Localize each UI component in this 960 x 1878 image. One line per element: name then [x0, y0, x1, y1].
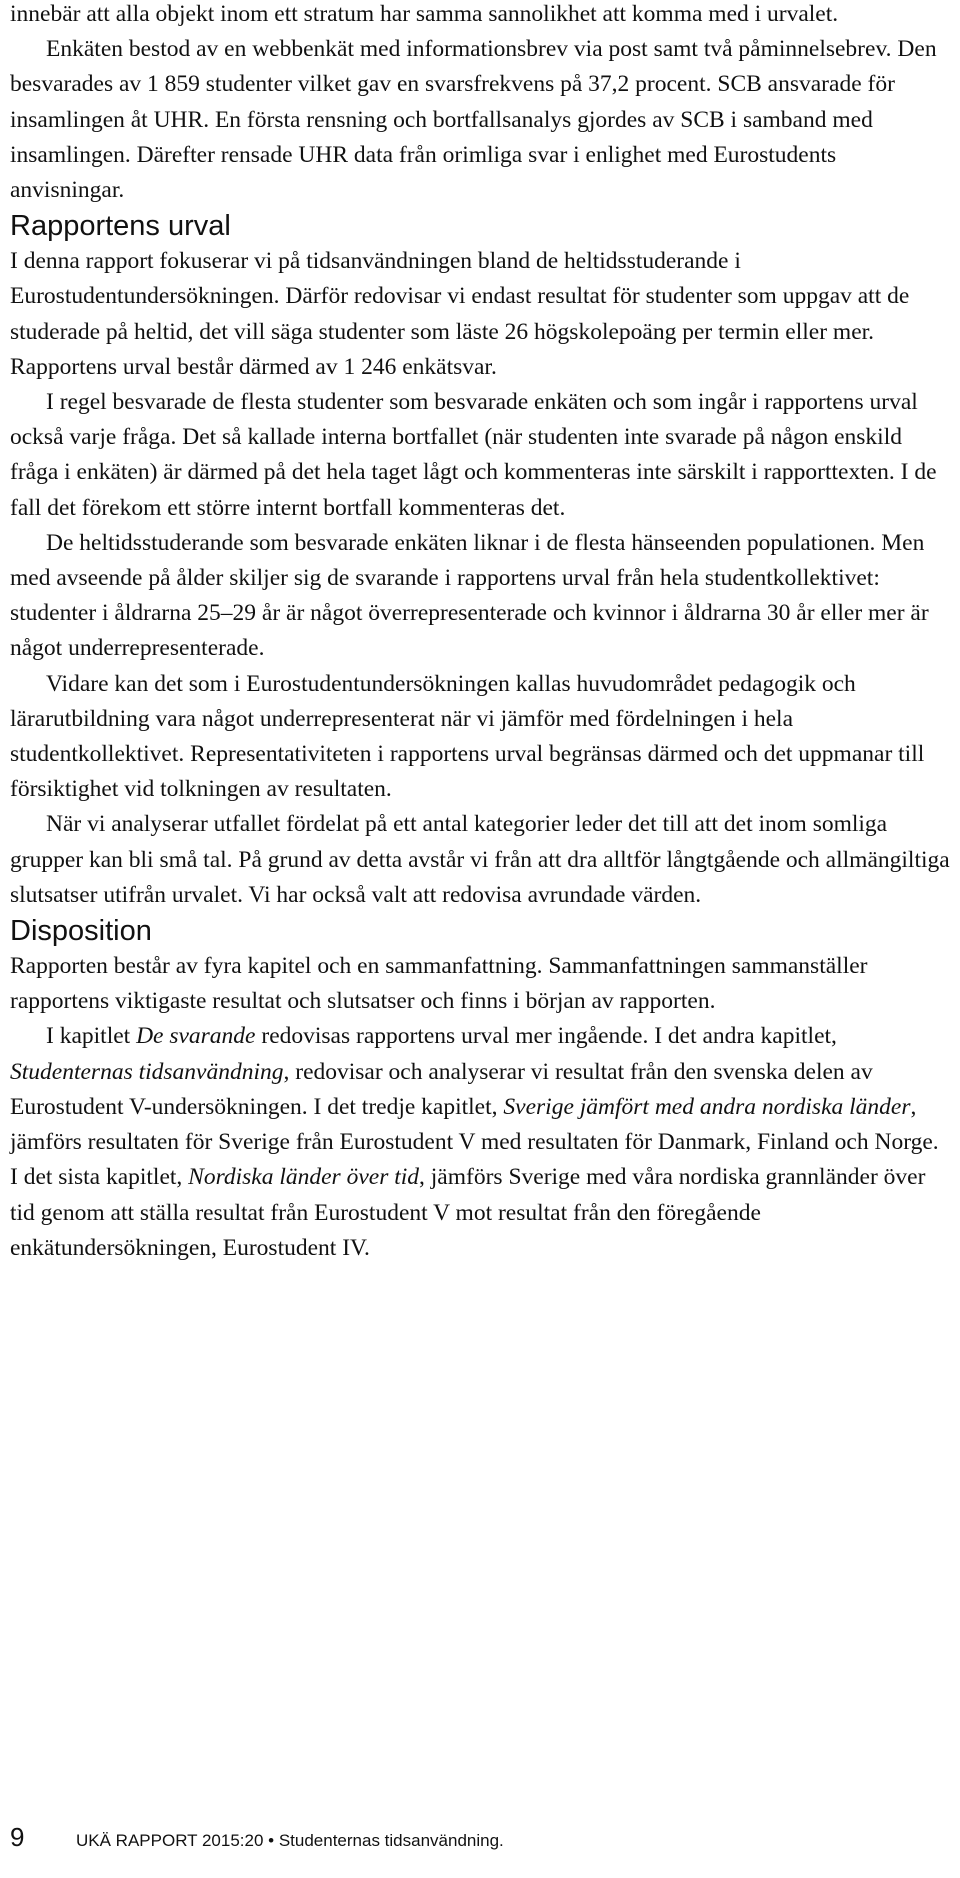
paragraph-urval-3: De heltidsstuderande som besvarade enkäten liknar i de flesta hänseenden populationen. Men med avseende på ålder skiljer sig de svarande i rapportens urval från hela studentkollektivet: studenter i åldrarna 25–29 år är något överrepresenterade och kvinnor i åldrarna 30 år eller mer är något underrepresenterade.: [10, 529, 929, 662]
chapter-title-studenternas-tidsanvandning: Studenternas tidsanvändning: [10, 1058, 284, 1085]
chapters-text: I kapitlet: [46, 1023, 137, 1050]
document-page: [10, 0, 950, 1266]
paragraph-urval-4: Vidare kan det som i Eurostudentundersökningen kallas huvudområdet pedagogik och lärarutbildning vara något underrepresenterat när vi jämför med fördelningen i hela studentkollektivet. Representativiteten i rapportens urval begränsas därmed och det uppmanar till försiktighet vid tolkningen av resultaten.: [10, 670, 925, 803]
chapter-title-sverige-jamfort: Sverige jämfört med andra nordiska länder: [503, 1093, 911, 1120]
paragraph-urval-1: I denna rapport fokuserar vi på tidsanvändningen bland de heltidsstuderande i Eurostudentundersökningen. Därför redovisar vi endast resultat för studenter som uppgav att de studerade på heltid, det vill säga studenter som läste 26 högskolepoäng per termin eller mer. Rapportens urval består därmed av 1 246 enkätsvar.: [10, 248, 910, 380]
paragraph-urval-2: I regel besvarade de flesta studenter som besvarade enkäten och som ingår i rapportens urval också varje fråga. Det så kallade interna bortfallet (när studenten inte svarade på någon enskild fråga i enkäten) är därmed på det hela taget lågt och kommenteras inte särskilt i rapporttexten. I de fall det förekom ett större internt bortfall kommenteras det.: [10, 389, 937, 521]
section-heading-disposition: Disposition: [10, 915, 152, 948]
paragraph-urval-5: När vi analyserar utfallet fördelat på ett antal kategorier leder det till att det inom somliga grupper kan bli små tal. På grund av detta avstår vi från att dra alltför långtgående och allmängiltiga slutsatser utifrån urvalet. Vi har också valt att redovisa avrundade värden.: [10, 811, 950, 908]
paragraph-continued: innebär att alla objekt inom ett stratum har samma sannolikhet att komma med i urvalet.: [10, 1, 839, 27]
chapters-text: , jämförs resultaten för Sverige från Eurostudent V med resultaten för Danmark, Finland och Norge. I det sista kapitlet,: [10, 1093, 939, 1191]
chapters-text: , redovisar och analyserar vi resultat från den svenska delen av Eurostudent V-undersökningen. I det tredje kapitlet,: [10, 1058, 873, 1120]
chapter-title-nordiska-lander: Nordiska länder över tid: [188, 1164, 420, 1191]
page-number: 9: [10, 1822, 25, 1852]
chapter-title-de-svarande: De svarande: [136, 1023, 256, 1050]
page-footer: [10, 1822, 504, 1853]
paragraph-survey-method: Enkäten bestod av en webbenkät med informationsbrev via post samt två påminnelsebrev. Den besvarades av 1 859 studenter vilket gav en svarsfrekvens på 37,2 procent. SCB ansvarade för insamlingen åt UHR. En första rensning och bortfallsanalys gjordes av SCB i samband med insamlingen. Därefter rensade UHR data från orimliga svar i enlighet med Eurostudents anvisningar.: [10, 36, 937, 204]
footer-text: UKÄ RAPPORT 2015:20 • Studenternas tidsanvändning.: [76, 1831, 504, 1850]
paragraph-disposition-1: Rapporten består av fyra kapitel och en sammanfattning. Sammanfattningen sammanställer rapportens viktigaste resultat och slutsatser och finns i början av rapporten.: [10, 953, 868, 1015]
section-heading-rapportens-urval: Rapportens urval: [10, 210, 231, 243]
chapters-text: redovisas rapportens urval mer ingående. I det andra kapitlet,: [255, 1023, 837, 1050]
paragraph-disposition-chapters: [10, 1019, 950, 1265]
chapters-text: , jämförs Sverige med våra nordiska grannländer över tid genom att ställa resultat från Eurostudent V mot resultat från den föregående enkätundersökningen, Eurostudent IV.: [10, 1164, 926, 1261]
